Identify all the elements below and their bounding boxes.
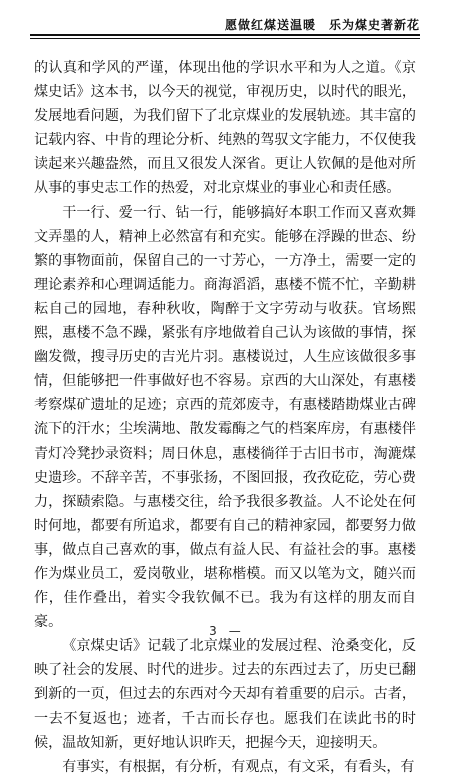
paragraph: 干一行、爱一行、钻一行，能够搞好本职工作而又喜欢舞文弄墨的人，精神上必然富有和充实。能够在浮躁的世态、纷繁的事物面前，保留自己的一寸芳心，一方净土，需要一定的理论素养和心理调适能力。商海滔滔，惠楼不慌不忙，辛勤耕耘自己的园地，春种秋收，陶醉于文字劳动与收获。官场熙熙，惠楼不急不躁，紧张有序地做着自己认为该做的事情，探幽发微，搜寻历史的吉光片羽。惠楼说过，人生应该做很多事情，但能够把一件事做好也不容易。京西的大山深处，有惠楼考察煤矿遗址的足迹；京西的荒郊废寺，有惠楼踏勘煤业古碑流下的汗水；尘埃满地、散发霉酶之气的档案库房，有惠楼伴青灯冷凳抄录资料；周日休息，惠楼徜徉于古旧书市，淘漉煤史遗珍。不辞辛苦，不事张扬，不图回报，孜孜矻矻，劳心费力，探赜索隐。与惠楼交往，给予我很多教益。人不论处在何时何地，都要有所追求，都要有自己的精神家园，都要努力做事，做点自己喜欢的事，做点有益人民、有益社会的事。惠楼作为煤业员工，爱岗敬业，堪称楷模。而又以笔为文，随兴而作，佳作叠出，着实令我钦佩不已。我为有这样的朋友而自豪。 [34, 204, 416, 631]
paragraph-continued: 的认真和学风的严谨，体现出他的学识水平和为人之道。《京煤史话》这本书，以今天的视觉，审视历史，以时代的眼光，发展地看问题，为我们留下了北京煤业的发展轨迹。其丰富的记载内容、中肯的理论分析、纯熟的驾驭文字能力，不仅使我读起来兴趣盎然，而且又很发人深省。更让人钦佩的是他对所从事的事史志工作的热爱，对北京煤业的事业心和责任感。 [34, 60, 416, 197]
running-header [30, 14, 420, 38]
header-rule-thin [30, 38, 420, 39]
body-text [34, 56, 416, 779]
running-header-title: 愿做红煤送温暖 乐为煤史著新花 [224, 18, 420, 32]
paragraph: 有事实，有根据，有分析，有观点，有文采，有看头，有 [62, 758, 415, 775]
page-number: 3 — [209, 624, 241, 638]
header-rule-thick [30, 34, 420, 36]
paragraph: 《京煤史话》记载了北京煤业的发展过程、沧桑变化，反映了社会的发展、时代的进步。过去的东西过去了，历史已翻到新的一页，但过去的东西对今天却有着重要的启示。古者，一去不复返也；迹者，千古而长存也。愿我们在读此书的时候，温故知新，更好地认识昨天，把握今天，迎接明天。 [34, 638, 416, 751]
